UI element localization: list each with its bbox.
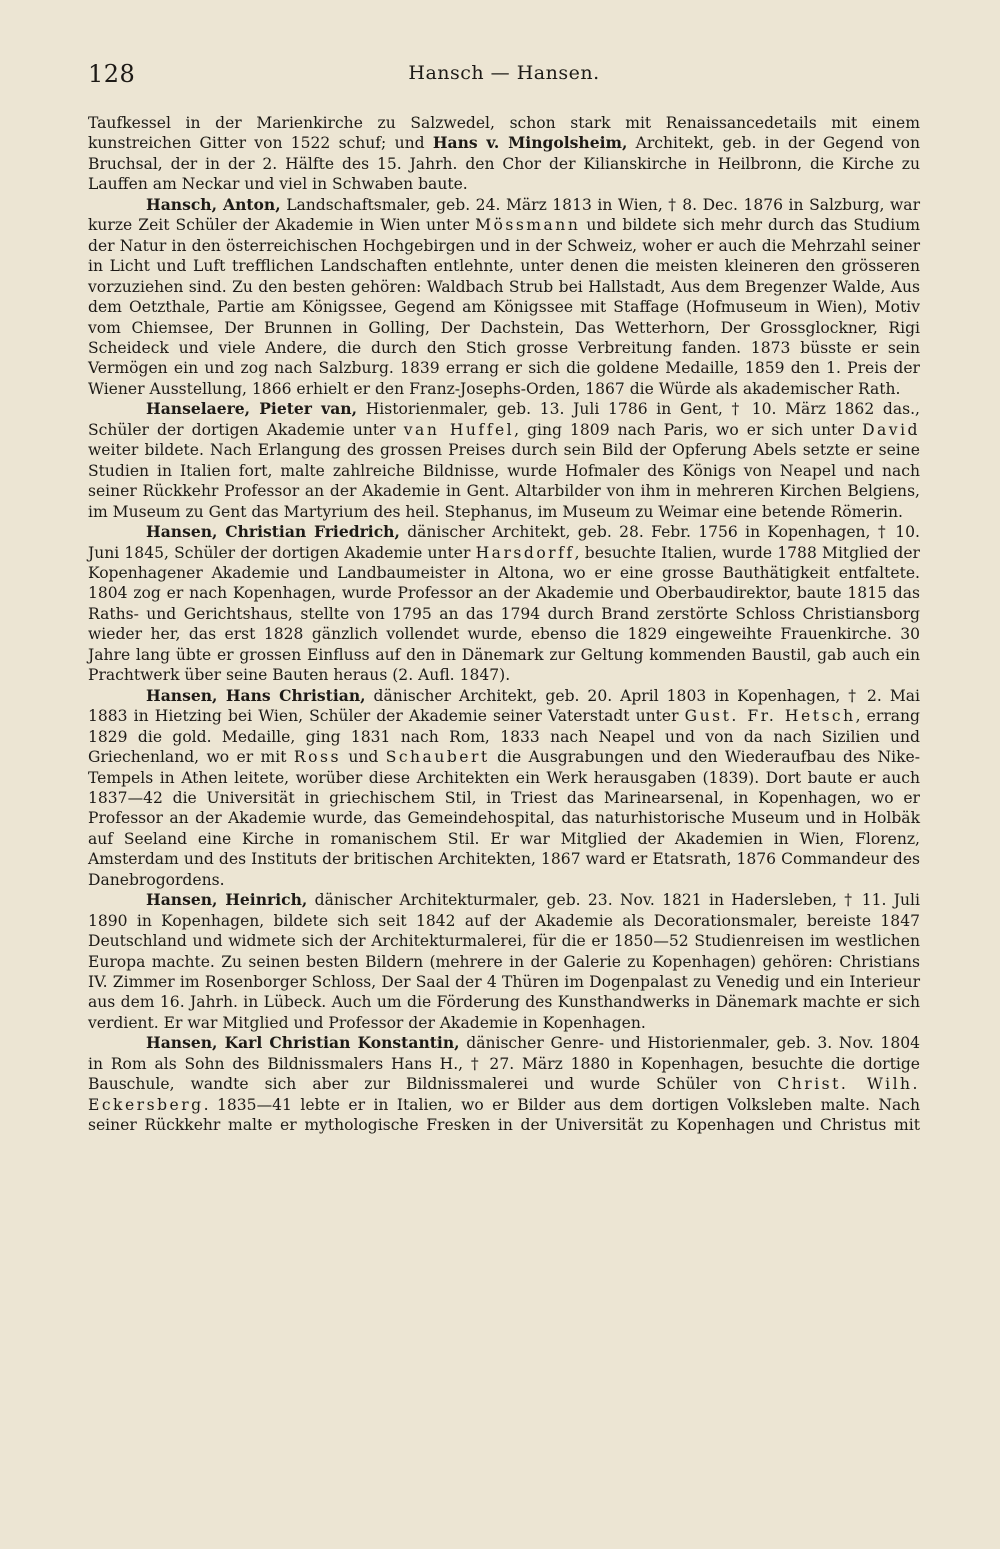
entry-text: , errang 1829 die gold. Medaille, ging 1831 nach Rom, 1833 nach Neapel und von da nach Sizilien und Griechenland, wo er mit (88, 707, 920, 767)
intro-text-b: Architekt, geb. in der Gegend von Bruchsal, der in der 2. Hälfte des 15. Jahrh. den Chor der Kilianskirche in Heilbronn, die Kirche zu Lauffen am Neckar und viel in Schwaben baute. (88, 134, 920, 194)
entry-text: die Ausgrabungen und den Wiederaufbau des Nike-Tempels in Athen leitete, worüber diese Architekten ein Werk herausgaben (1839). Dort baute er auch 1837—42 die Universität in griechischem Stil, in Triest das Marinearsenal, in Kopenhagen, wo er Professor an der Akademie wurde, das Gemeindehospital, das naturhistorische Museum und in Holbäk auf Seeland eine Kirche in romanischem Stil. Er war Mitglied der Akademien in Wien, Florenz, Amsterdam und des Instituts der britischen Architekten, 1867 ward er Etatsrath, 1876 Commandeur des Danebrogordens. (88, 748, 920, 889)
entry-spaced-name: Harsdorff (475, 543, 575, 562)
entry-spaced-name: Schaubert (385, 748, 490, 767)
entry-headword: Hansen, Hans Christian, (146, 685, 366, 705)
entry-spaced-name: David (862, 420, 921, 439)
entry-hansen-hans-christian (88, 686, 920, 891)
entry-headword: Hanselaere, Pieter van, (146, 399, 357, 419)
entry-text: dänischer Genre- und Historienmaler, geb. 3. Nov. 1804 in Rom als Sohn des Bildnissmalers Hans H., † 27. März 1880 in Kopenhagen, besuchte die dortige Bauschule, wandte sich aber zur Bildnissmalerei und wurde Schüler von (88, 1034, 920, 1094)
entry-spaced-name: Ross (293, 748, 341, 767)
intro-text-a: Taufkessel in der Marienkirche zu Salzwedel, schon stark mit Renaissancedetails mit einem kunstreichen Gitter von 1522 schuf; und (88, 114, 920, 153)
entry-text: , besuchte Italien, wurde 1788 Mitglied der Kopenhagener Akademie und Landbaumeister in Altona, wo er eine grosse Bauthätigkeit entfaltete. 1804 zog er nach Kopenhagen, wurde Professor an der Akademie und Oberbaudirektor, baute 1815 das Raths- und Gerichtshaus, stellte von 1795 an das 1794 durch Brand zerstörte Schloss Christiansborg wieder her, das erst 1828 gänzlich vollendet wurde, ebenso die 1829 eingeweihte Frauenkirche. 30 Jahre lang übte er grossen Einfluss auf den in Dänemark zur Geltung kommenden Baustil, gab auch ein Prachtwerk über seine Bauten heraus (2. Aufl. 1847). (88, 543, 920, 685)
entry-hanselaere-pieter (88, 399, 920, 522)
entry-headword: Hansen, Christian Friedrich, (146, 522, 400, 542)
entry-hansen-karl-christian (88, 1033, 920, 1135)
entry-text: Historienmaler, geb. 13. Juli 1786 in Gent, † 10. März 1862 das., Schüler der dortigen Akademie unter (88, 400, 920, 439)
entry-text: und (340, 748, 386, 767)
entry-hansch-anton (88, 195, 920, 400)
entry-spaced-name: Mössmann (475, 216, 581, 235)
page-header (88, 58, 920, 98)
entry-headword: Hansen, Heinrich, (146, 890, 308, 910)
entry-spaced-name: van Huffel (403, 420, 515, 439)
entry-headword: Hansen, Karl Christian Konstantin, (146, 1033, 460, 1053)
entry-headword: Hansch, Anton, (146, 194, 281, 214)
entry-text: Landschaftsmaler, geb. 24. März 1813 in Wien, † 8. Dec. 1876 in Salzburg, war kurze Zeit Schüler der Akademie in Wien unter (88, 195, 920, 235)
entry-text: dänischer Architekturmaler, geb. 23. Nov. 1821 in Hadersleben, † 11. Juli 1890 in Kopenhagen, bildete sich seit 1842 auf der Akademie als Decorationsmaler, bereiste 1847 Deutschland und widmete sich der Architekturmalerei, für die er 1850—52 Studienreisen im westlichen Europa machte. Zu seinen besten Bildern (mehrere in der Galerie zu Kopenhagen) gehören: Christians IV. Zimmer im Rosenborger Schloss, Der Saal der 4 Thüren im Dogenpalast zu Venedig und ein Interieur aus dem 16. Jahrh. in Lübeck. Auch um die Förderung des Kunsthandwerks in Dänemark machte er sich verdient. Er war Mitglied und Professor der Akademie in Kopenhagen. (88, 891, 920, 1032)
entry-spaced-name: Christ. Wilh. Eckersberg (88, 1075, 921, 1114)
entry-hansen-heinrich (88, 890, 920, 1033)
page-number: 128 (88, 60, 136, 88)
entry-text: dänischer Architekt, geb. 20. April 1803 in Kopenhagen, † 2. Mai 1883 in Hietzing bei Wien, Schüler der Akademie seiner Vaterstadt unter (88, 686, 920, 726)
entry-spaced-name: Gust. Fr. Hetsch (684, 707, 856, 726)
entry-text: dänischer Architekt, geb. 28. Febr. 1756 in Kopenhagen, † 10. Juni 1845, Schüler der dortigen Akademie unter (88, 523, 920, 562)
running-title: Hansch — Hansen. (408, 62, 600, 84)
page-body (88, 113, 920, 1533)
intro-headword: Hans v. Mingolsheim, (432, 133, 628, 153)
entry-text: und bildete sich mehr durch das Studium der Natur in den österreichischen Hochgebirgen und in der Schweiz, woher er auch die Mehrzahl seiner in Licht und Luft trefflichen Landschaften entlehnte, unter denen die meisten kleineren den grösseren vorzuziehen sind. Zu den besten gehören: Waldbach Strub bei Hallstadt, Aus dem Bregenzer Walde, Aus dem Oetzthale, Partie am Königssee, Gegend am Königssee mit Staffage (Hofmuseum in Wien), Motiv vom Chiemsee, Der Brunnen in Golling, Der Dachstein, Das Wetterhorn, Der Grossglockner, Rigi Scheideck und viele Andere, die durch den Stich grosse Verbreitung fanden. 1873 büsste er sein Vermögen ein und zog nach Salzburg. 1839 errang er sich die goldene Medaille, 1859 den 1. Preis der Wiener Ausstellung, 1866 erhielt er den Franz-Josephs-Orden, 1867 die Würde als akademischer Rath. (88, 216, 920, 398)
intro-paragraph (88, 113, 920, 195)
entry-text: , ging 1809 nach Paris, wo er sich unter (514, 420, 863, 439)
entry-hansen-christian-friedrich (88, 522, 920, 686)
entry-text: weiter bildete. Nach Erlangung des grossen Preises durch sein Bild der Opferung Abels setzte er seine Studien in Italien fort, malte zahlreiche Bildnisse, wurde Hofmaler des Königs von Neapel und nach seiner Rückkehr Professor an der Akademie in Gent. Altarbilder von ihm in mehreren Kirchen Belgiens, im Museum zu Gent das Martyrium des heil. Stephanus, im Museum zu Weimar eine betende Römerin. (88, 441, 920, 521)
entry-text: . 1835—41 lebte er in Italien, wo er Bilder aus dem dortigen Volksleben malte. Nach seiner Rückkehr malte er mythologische Fresken in der Universität zu Kopenhagen und Christus mit (88, 1095, 920, 1135)
